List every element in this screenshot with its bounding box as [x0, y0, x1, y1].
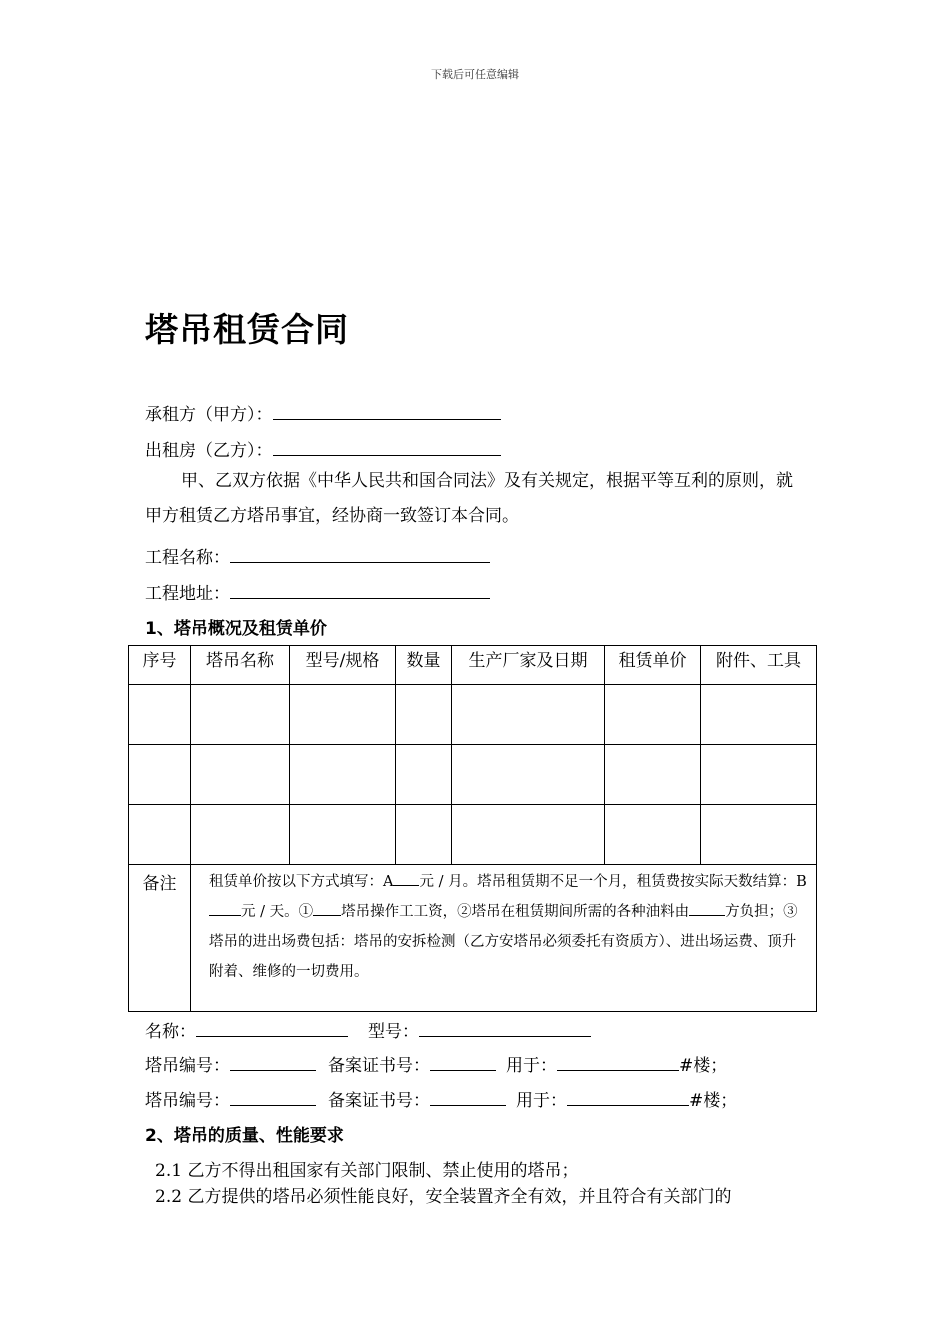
table-cell[interactable] — [191, 685, 290, 745]
lessor-label: 出租房（乙方）： — [145, 441, 273, 461]
header-note: 下载后可任意编辑 — [431, 68, 519, 81]
remark-part-4: 塔吊操作工工资，②塔吊在租赁期间所需的各种油料由 — [341, 904, 690, 920]
table-cell[interactable] — [290, 805, 396, 865]
col-header-manufacturer: 生产厂家及日期 — [452, 646, 605, 685]
item-2-2: 2.2 乙方提供的塔吊必须性能良好，安全装置齐全有效，并且符合有关部门的 — [155, 1187, 732, 1207]
remark-blank-b[interactable] — [209, 901, 241, 916]
col-header-quantity: 数量 — [396, 646, 452, 685]
name-blank[interactable] — [196, 1018, 348, 1037]
table-cell[interactable] — [396, 745, 452, 805]
remark-part-3: 元 / 天。① — [241, 904, 314, 920]
project-address-label: 工程地址： — [145, 584, 230, 604]
table-header-row — [129, 646, 817, 685]
document-title: 塔吊租赁合同 — [145, 310, 349, 349]
remark-row — [129, 865, 817, 1012]
remark-blank-fuel[interactable] — [689, 901, 725, 916]
section-1-title: 1、塔吊概况及租赁单价 — [145, 619, 327, 639]
crane-number-label: 塔吊编号： — [145, 1056, 230, 1076]
table-cell[interactable] — [396, 685, 452, 745]
col-header-crane-name: 塔吊名称 — [191, 646, 290, 685]
lessee-label: 承租方（甲方）： — [145, 405, 273, 425]
cert-number-label: 备案证书号： — [328, 1091, 430, 1111]
table-cell[interactable] — [129, 805, 191, 865]
col-header-accessories: 附件、工具 — [701, 646, 817, 685]
crane-number-blank[interactable] — [230, 1052, 316, 1071]
item-2-1: 2.1 乙方不得出租国家有关部门限制、禁止使用的塔吊； — [155, 1161, 579, 1181]
table-cell[interactable] — [452, 685, 605, 745]
col-header-unit-price: 租赁单价 — [605, 646, 701, 685]
table-cell[interactable] — [290, 745, 396, 805]
table-row — [129, 805, 817, 865]
table-cell[interactable] — [290, 685, 396, 745]
table-row — [129, 685, 817, 745]
table-cell[interactable] — [191, 745, 290, 805]
table-cell[interactable] — [129, 685, 191, 745]
building-suffix: #楼； — [689, 1091, 738, 1111]
building-suffix: #楼； — [679, 1056, 728, 1076]
table-cell[interactable] — [396, 805, 452, 865]
cert-number-label: 备案证书号： — [328, 1056, 430, 1076]
model-label: 型号： — [368, 1022, 419, 1042]
project-name-line — [145, 543, 490, 568]
project-name-blank[interactable] — [230, 544, 490, 563]
table-cell[interactable] — [701, 745, 817, 805]
table-cell[interactable] — [701, 805, 817, 865]
table-cell[interactable] — [452, 745, 605, 805]
cert-number-blank[interactable] — [430, 1052, 496, 1071]
lessee-blank[interactable] — [273, 401, 501, 420]
cert-number-blank[interactable] — [430, 1087, 506, 1106]
table-cell[interactable] — [452, 805, 605, 865]
table-cell[interactable] — [191, 805, 290, 865]
section-2-title: 2、塔吊的质量、性能要求 — [145, 1126, 344, 1146]
model-blank[interactable] — [419, 1018, 591, 1037]
table-row — [129, 745, 817, 805]
table-cell[interactable] — [701, 685, 817, 745]
remark-text — [191, 865, 817, 1012]
remark-blank-a[interactable] — [393, 871, 419, 886]
remark-label: 备注 — [129, 865, 191, 1012]
remark-part-1: 租赁单价按以下方式填写：A — [209, 874, 394, 890]
lessee-line — [145, 400, 501, 425]
used-for-blank[interactable] — [557, 1052, 679, 1071]
lessor-blank[interactable] — [273, 437, 501, 456]
table-cell[interactable] — [605, 745, 701, 805]
lessor-line — [145, 436, 501, 461]
table-cell[interactable] — [605, 805, 701, 865]
project-address-line — [145, 579, 490, 604]
name-label: 名称： — [145, 1022, 196, 1042]
intro-paragraph: 甲、乙双方依据《中华人民共和国合同法》及有关规定，根据平等互利的原则，就甲方租赁乙方塔吊事宜，经协商一致签订本合同。 — [145, 471, 793, 526]
project-name-label: 工程名称： — [145, 548, 230, 568]
table-cell[interactable] — [129, 745, 191, 805]
remark-blank-operator[interactable] — [313, 901, 341, 916]
remark-part-5: 方负担；③塔吊的进出场费包括：塔吊的安拆检测（乙方安塔吊必须委托有资质方）、进出场运费、顶升附着、维修的一切费用。 — [209, 904, 798, 980]
remark-part-2: 元 / 月。塔吊租赁期不足一个月，租赁费按实际天数结算：B — [419, 874, 807, 890]
used-for-label: 用于： — [516, 1091, 567, 1111]
crane-number-label: 塔吊编号： — [145, 1091, 230, 1111]
col-header-index: 序号 — [129, 646, 191, 685]
col-header-model: 型号/规格 — [290, 646, 396, 685]
name-model-line — [145, 1017, 591, 1042]
project-address-blank[interactable] — [230, 580, 490, 599]
crane-number-blank[interactable] — [230, 1087, 316, 1106]
crane-row-1 — [145, 1051, 727, 1076]
used-for-blank[interactable] — [567, 1087, 689, 1106]
crane-row-2 — [145, 1086, 737, 1111]
table-cell[interactable] — [605, 685, 701, 745]
used-for-label: 用于： — [506, 1056, 557, 1076]
crane-spec-table — [128, 645, 817, 1012]
